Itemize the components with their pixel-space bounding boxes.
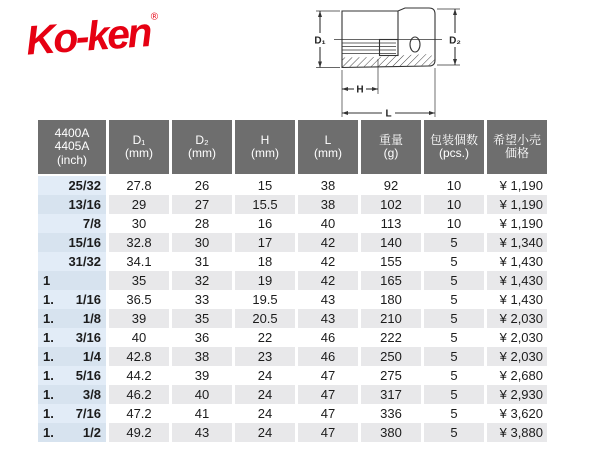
cell-price: ¥ 1,190 [487,195,547,214]
cell-price: ¥ 2,030 [487,347,547,366]
cell-price: ¥ 1,430 [487,290,547,309]
size-whole: 1. [43,349,54,364]
row-values [109,328,547,347]
cell-l: 42 [298,252,358,271]
logo-text: Ko-ken [24,9,152,64]
row-values [109,309,547,328]
cell-price: ¥ 1,340 [487,233,547,252]
size-fraction: 1/8 [82,311,101,326]
cell-h: 16 [235,214,295,233]
size-whole: 1. [43,330,54,345]
cell-l: 42 [298,233,358,252]
cell-weight: 180 [361,290,421,309]
size-fraction: 1/2 [82,425,101,440]
cell-pcs: 5 [424,366,484,385]
cell-price: ¥ 1,190 [487,176,547,195]
size-fraction: 3/16 [75,330,101,345]
cell-pcs: 5 [424,347,484,366]
cell-size-inch [38,347,106,366]
cell-d1: 47.2 [109,404,169,423]
cell-d1: 34.1 [109,252,169,271]
cell-h: 17 [235,233,295,252]
cell-d2: 32 [172,271,232,290]
socket-dimension-diagram [296,0,486,122]
cell-d1: 46.2 [109,385,169,404]
header-model-inch [38,120,106,174]
cell-h: 24 [235,366,295,385]
cell-weight: 92 [361,176,421,195]
cell-pcs: 10 [424,176,484,195]
cell-pcs: 10 [424,214,484,233]
cell-l: 47 [298,366,358,385]
cell-size-inch [38,195,106,214]
cell-l: 40 [298,214,358,233]
size-whole: 1. [43,368,54,383]
cell-h: 19 [235,271,295,290]
size-fraction: 3/8 [82,387,101,402]
cell-l: 42 [298,271,358,290]
cell-size-inch [38,176,106,195]
cell-price: ¥ 3,620 [487,404,547,423]
header-col-label: 重量 [378,132,403,147]
header-model-line3: (inch) [56,152,87,167]
header-col-label: H [260,132,270,147]
table-row [38,404,547,423]
serration-lines [342,43,396,54]
header-col-label: 包装個数 [429,132,478,147]
table-row [38,347,547,366]
header-col-unit: (g) [383,146,399,160]
cell-d1: 29 [109,195,169,214]
cell-d1: 44.2 [109,366,169,385]
header-col-l [298,120,358,174]
size-whole: 1. [43,387,54,402]
cell-size-inch [38,404,106,423]
cell-price: ¥ 2,030 [487,309,547,328]
cell-d2: 39 [172,366,232,385]
header-col-d2 [172,120,232,174]
cell-weight: 380 [361,423,421,442]
cell-l: 38 [298,176,358,195]
cell-size-inch [38,233,106,252]
table-row [38,233,547,252]
cell-size-inch [38,385,106,404]
row-values [109,176,547,195]
cell-size-inch [38,290,106,309]
cell-h: 19.5 [235,290,295,309]
cell-d2: 43 [172,423,232,442]
cell-price: ¥ 2,680 [487,366,547,385]
cell-d1: 49.2 [109,423,169,442]
header-model-line2: 4405A [54,139,90,154]
square-drive-box [380,40,399,56]
cell-d1: 30 [109,214,169,233]
row-values [109,347,547,366]
cell-pcs: 10 [424,195,484,214]
size-fraction: 15/16 [68,235,101,250]
cell-d1: 32.8 [109,233,169,252]
header-col-label: D₁ [132,132,146,147]
cell-pcs: 5 [424,423,484,442]
cell-pcs: 5 [424,290,484,309]
cell-price: ¥ 3,880 [487,423,547,442]
l-label: L [385,108,392,120]
cell-weight: 102 [361,195,421,214]
row-values [109,385,547,404]
cell-h: 15.5 [235,195,295,214]
row-values [109,290,547,309]
row-values [109,195,547,214]
row-values [109,252,547,271]
cell-h: 15 [235,176,295,195]
size-fraction: 13/16 [68,197,101,212]
cell-weight: 155 [361,252,421,271]
cell-l: 43 [298,309,358,328]
header-col-weight [361,120,421,174]
cell-size-inch [38,271,106,290]
registered-mark-icon: ® [150,11,159,23]
cell-d1: 35 [109,271,169,290]
size-fraction: 25/32 [68,178,101,193]
cell-l: 43 [298,290,358,309]
cell-d2: 36 [172,328,232,347]
cell-d1: 36.5 [109,290,169,309]
cell-pcs: 5 [424,233,484,252]
cell-d2: 28 [172,214,232,233]
cell-weight: 210 [361,309,421,328]
cell-weight: 275 [361,366,421,385]
cell-h: 20.5 [235,309,295,328]
row-values [109,214,547,233]
size-fraction: 31/32 [68,254,101,269]
row-values [109,404,547,423]
header-col-label: D₂ [195,132,209,147]
cell-l: 47 [298,423,358,442]
cell-pcs: 5 [424,271,484,290]
cell-h: 23 [235,347,295,366]
cell-pcs: 5 [424,252,484,271]
header-col-unit: (mm) [125,146,153,160]
header-col-unit: (mm) [314,146,342,160]
row-values [109,271,547,290]
cell-price: ¥ 1,190 [487,214,547,233]
cell-l: 46 [298,347,358,366]
cell-weight: 336 [361,404,421,423]
cell-d1: 27.8 [109,176,169,195]
table-row [38,366,547,385]
cell-weight: 222 [361,328,421,347]
size-whole: 1 [43,273,51,288]
cell-price: ¥ 1,430 [487,252,547,271]
d1-label: D₁ [314,35,326,47]
cell-price: ¥ 2,030 [487,328,547,347]
header-col-pcs [424,120,484,174]
cell-d1: 42.8 [109,347,169,366]
row-values [109,366,547,385]
cell-weight: 317 [361,385,421,404]
cell-d2: 27 [172,195,232,214]
table-row [38,176,547,195]
header-model-line1: 4400A [54,125,90,140]
cell-h: 24 [235,385,295,404]
size-fraction: 7/16 [75,406,101,421]
header-col-h [235,120,295,174]
cell-pcs: 5 [424,328,484,347]
table-row [38,309,547,328]
table-row [38,252,547,271]
header-col-unit: (mm) [188,146,216,160]
cell-d2: 40 [172,385,232,404]
cell-size-inch [38,252,106,271]
table-row [38,290,547,309]
cell-l: 46 [298,328,358,347]
cell-d2: 33 [172,290,232,309]
cell-d1: 39 [109,309,169,328]
koken-logo [25,9,161,62]
cell-h: 22 [235,328,295,347]
cell-weight: 113 [361,214,421,233]
table-row [38,195,547,214]
cell-size-inch [38,328,106,347]
cell-weight: 140 [361,233,421,252]
size-fraction: 1/4 [82,349,101,364]
size-whole: 1. [43,425,54,440]
cell-h: 24 [235,423,295,442]
cell-l: 47 [298,385,358,404]
cell-d2: 30 [172,233,232,252]
cell-d2: 38 [172,347,232,366]
cell-pcs: 5 [424,385,484,404]
row-values [109,233,547,252]
cell-l: 47 [298,404,358,423]
cell-d1: 40 [109,328,169,347]
cell-weight: 165 [361,271,421,290]
cell-size-inch [38,309,106,328]
cell-size-inch [38,423,106,442]
cell-weight: 250 [361,347,421,366]
cell-price: ¥ 2,930 [487,385,547,404]
cell-l: 38 [298,195,358,214]
cell-d2: 26 [172,176,232,195]
cell-pcs: 5 [424,404,484,423]
cell-d2: 31 [172,252,232,271]
cell-price: ¥ 1,430 [487,271,547,290]
size-fraction: 1/16 [75,292,101,307]
header-col-d1 [109,120,169,174]
header-col-price [487,120,547,174]
spec-header-row [38,120,547,174]
header-col-unit: (pcs.) [439,146,469,160]
table-row [38,328,547,347]
cell-d2: 35 [172,309,232,328]
cell-size-inch [38,366,106,385]
header-col-label: L [324,132,332,147]
header-col-unit: (mm) [251,146,279,160]
table-row [38,271,547,290]
size-whole: 1. [43,406,54,421]
d2-dimension [437,9,461,65]
size-fraction: 7/8 [82,216,101,231]
cell-pcs: 5 [424,309,484,328]
cell-size-inch [38,214,106,233]
header-col-unit: 価格 [504,146,529,160]
spec-table [38,120,547,442]
size-whole: 1. [43,292,54,307]
table-row [38,423,547,442]
size-fraction: 5/16 [75,368,101,383]
header-col-label: 希望小売 [492,132,541,147]
cell-h: 18 [235,252,295,271]
cell-h: 24 [235,404,295,423]
size-whole: 1. [43,311,54,326]
table-row [38,385,547,404]
cell-d2: 41 [172,404,232,423]
row-values [109,423,547,442]
h-label: H [356,84,364,96]
spec-table-body [38,176,547,442]
table-row [38,214,547,233]
d2-label: D₂ [449,35,461,47]
